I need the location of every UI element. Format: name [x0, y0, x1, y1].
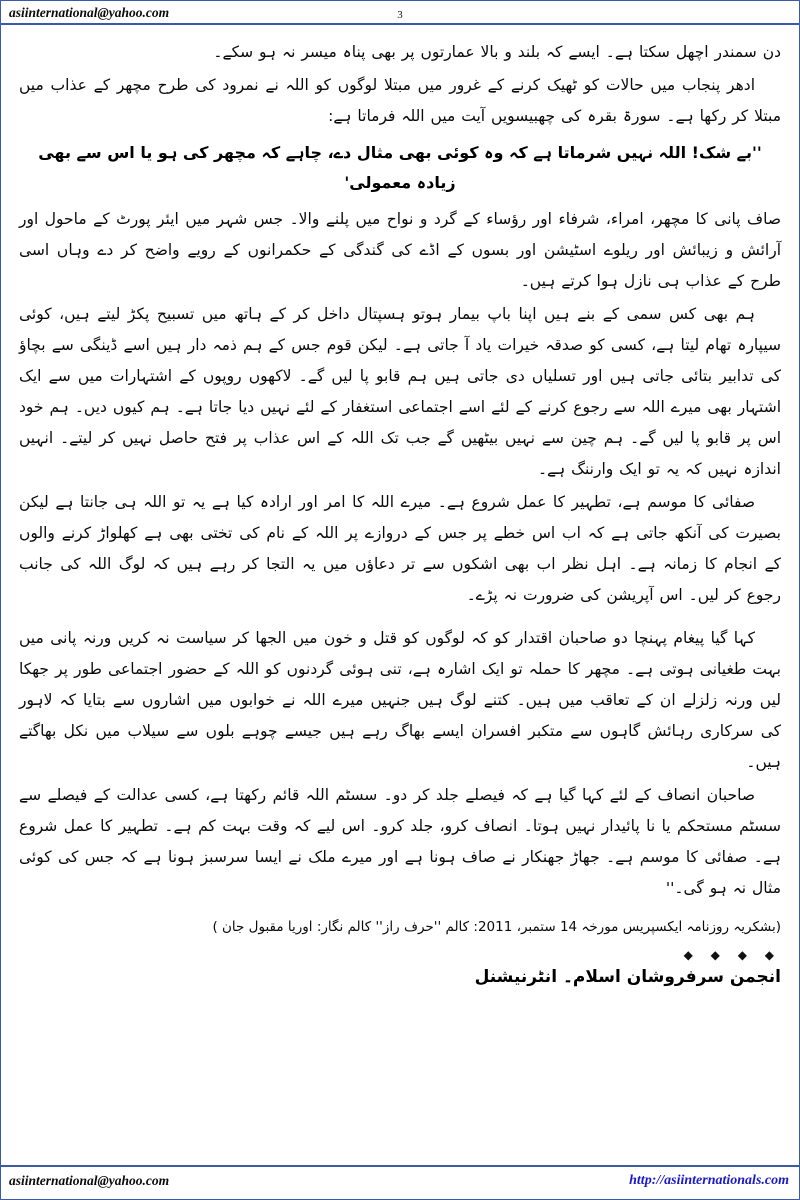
paragraph-1: دن سمندر اچھل سکتا ہے۔ ایسے کہ بلند و بالا عمارتوں پر بھی پناہ میسر نہ ہو سکے۔ — [213, 43, 781, 61]
paragraph-3: صاف پانی کا مچھر، امراء، شرفاء اور رؤساء کے گرد و نواح میں پلنے والا۔ جس شہر میں ایئر پورٹ کے ماحول اور آرائش و زیبائش اور ریلوے اسٹیشن اور بسوں کے اڈے کی گندگی کے حکمرانوں کے رویے واضح کر دے وہاں اسی طرح کے عذاب ہی نازل ہوا کرتے ہیں۔ — [19, 210, 781, 290]
paragraph-spacer — [19, 613, 781, 623]
header-divider — [1, 23, 799, 25]
paragraph-2: ادھر پنجاب میں حالات کو ٹھیک کرنے کے غرور میں مبتلا لوگوں کو اللہ نے نمرود کی طرح مچھر کے عذاب میں مبتلا کر رکھا ہے۔ سورۃ بقرہ کی چھبیسویں آیت میں اللہ فرماتا ہے: — [19, 76, 781, 125]
paragraph-4: ہم بھی کس سمی کے بنے ہیں اپنا باپ بیمار ہوتو ہسپتال داخل کر کے ہاتھ میں تسبیح پکڑ لیتے ہیں، کوئی سیپارہ تھام لیتا ہے، کسی کو صدقہ خیرات یاد آ جاتی ہے۔ لیکن قوم جس کے ہم ذمہ دار ہیں اسے ڈینگی سے بچاؤ کی تدابیر بتائی جاتی ہیں اور تسلیاں دی جاتی ہیں ہم قابو پا لیں گے۔ لاکھوں روپوں کے اشتہارات میں سے ایک اشتہار بھی میرے اللہ سے رجوع کرنے کے لئے اسے اجتماعی استغفار کے لئے نہیں دیا جاتا ہے۔ ہم کیوں دیں۔ ہم خود اس پر قابو پا لیں گے۔ ہم چین سے نہیں بیٹھیں گے جب تک اللہ کے اس عذاب پر فتح حاصل نہیں کر لیتے۔ انہیں اندازہ نہیں کہ یہ تو ایک وارننگ ہے۔ — [19, 305, 781, 478]
ornament-dots: ◆ ◆ ◆ ◆ — [683, 948, 781, 962]
footer-website-link[interactable]: http://asiinternationals.com — [629, 1173, 789, 1188]
header-email: asiinternational@yahoo.com — [9, 5, 170, 20]
paragraph-7: صاحبان انصاف کے لئے کہا گیا ہے کہ فیصلے جلد کر دو۔ سسٹم اللہ قائم رکھتا ہے، کسی عدالت کے فیصلے سے سسٹم مستحکم یا نا پائیدار نہیں ہوتا۔ انصاف کرو، جلد کرو۔ اس لیے کہ وقت بہت کم ہے۔ تطہیر کا عمل شروع ہے۔ صفائی کا موسم ہے۔ جھاڑ جھنکار نے صاف ہونا ہے اور میرے ملک نے ایسا سرسبز ہونا ہے کہ جس کی کوئی مثال نہ ہو گی۔'' — [19, 786, 781, 897]
paragraph-5: صفائی کا موسم ہے، تطہیر کا عمل شروع ہے۔ میرے اللہ کا امر اور ارادہ کیا ہے یہ تو اللہ ہی جانتا ہے لیکن بصیرت کی آنکھ جاتی ہے کہ اب اس خطے پر جس کے دروازے پر اللہ کے نام کی تختی بھی ہے کھلواڑ کرنے والوں کے انجام کا زمانہ ہے۔ اہل نظر اب بھی اشکوں سے تر دعاؤں میں یہ التجا کر رہے ہیں کہ لوگ اللہ کی جانب رجوع کر لیں۔ اس آپریشن کی ضرورت نہ پڑے۔ — [19, 493, 781, 604]
page-footer — [1, 1165, 799, 1199]
quranic-verse: ''بے شک! اللہ نہیں شرماتا ہے کہ وہ کوئی بھی مثال دے، چاہے کہ مچھر کی ہو یا اس سے بھی زیادہ معمولی' — [38, 143, 762, 192]
page-header — [1, 1, 799, 27]
paragraph-6: کہا گیا پیغام پہنچا دو صاحبان اقتدار کو کہ لوگوں کو قتل و خون میں الجھا کر سیاست نہ کریں ورنہ پانی میں بہت طغیانی ہوتی ہے۔ مچھر کا حملہ تو ایک اشارہ ہے، تنی ہوئی گردنوں کو اللہ کے حضور اجتماعی طور پر جھکا لیں ورنہ زلزلے ان کے تعاقب میں ہیں۔ کتنے لوگ ہیں جنہیں میرے اللہ نے خوابوں میں اشاروں سے بتایا کہ لاہور کی سرکاری رہائش گاہوں سے متکبر افسران ایسے بھاگ رہے ہیں جیسے چوہے بلوں سے سیلاب میں نکل بھاگتے ہیں۔ — [19, 629, 781, 771]
footer-email: asiinternational@yahoo.com — [9, 1173, 170, 1188]
page-number: 3 — [397, 9, 403, 21]
source-citation: (بشکریہ روزنامہ ایکسپریس مورخہ 14 ستمبر، 2011: کالم ''حرف راز'' کالم نگار: اوریا مقبول جان ) — [212, 919, 781, 935]
document-body — [19, 37, 781, 1129]
footer-divider — [1, 1165, 799, 1167]
organization-name: انجمن سرفروشان اسلام۔ انٹرنیشنل — [474, 967, 781, 987]
